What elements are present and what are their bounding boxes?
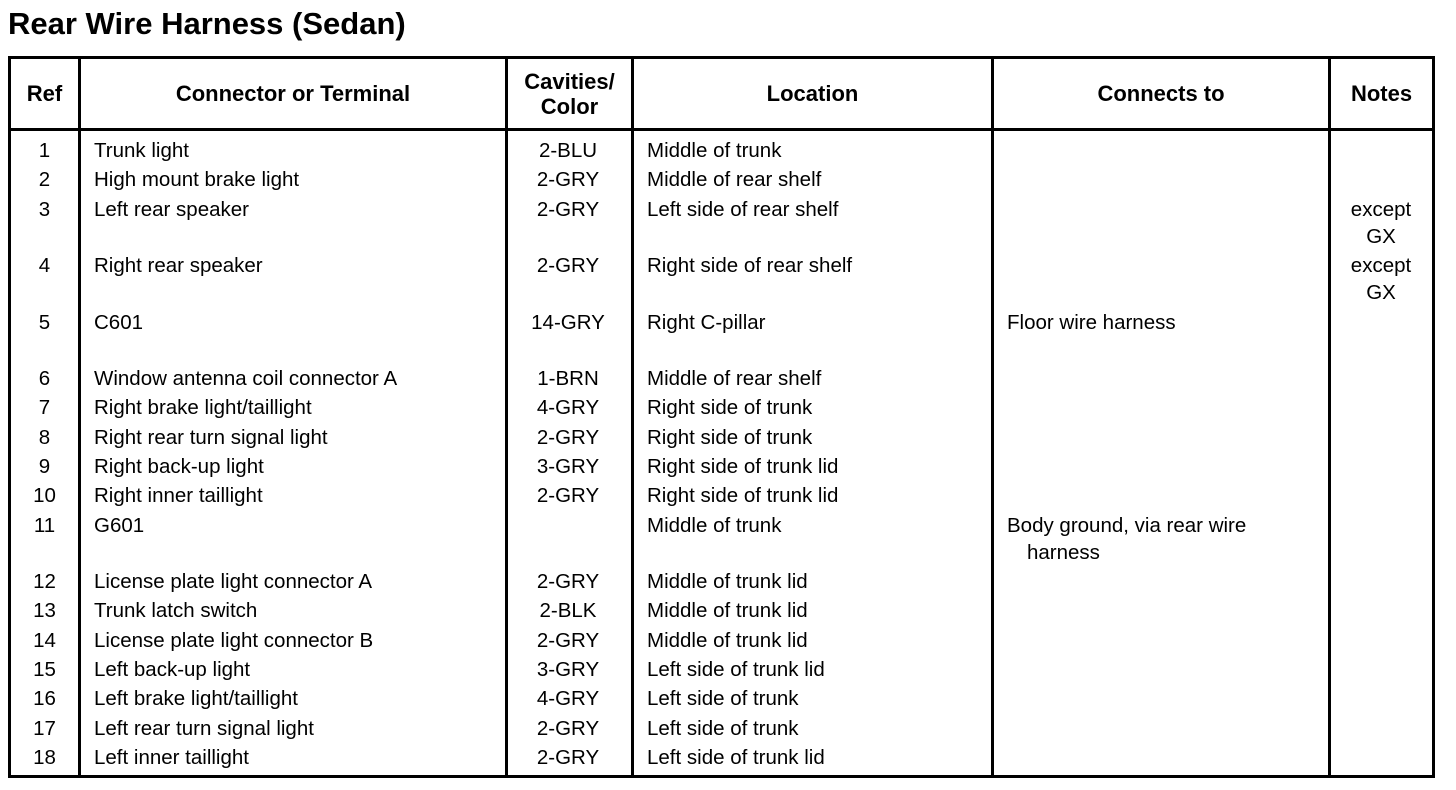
ref-cell: 12 <box>33 570 56 594</box>
table-row <box>11 190 1432 247</box>
cavities-cell: 2-GRY <box>536 425 600 449</box>
table-row <box>11 679 1432 711</box>
connector-cell: Right rear speaker <box>94 254 263 278</box>
cavities-cell: 4-GRY <box>536 687 600 711</box>
connects-to-cell <box>1007 512 1246 566</box>
location-cell: Middle of trunk <box>647 513 782 537</box>
cavities-cell: 2-GRY <box>536 254 600 278</box>
harness-table <box>8 56 1435 778</box>
connector-cell: Trunk latch switch <box>94 599 258 623</box>
column-header-cavities: Cavities/ Color <box>524 68 615 119</box>
column-header-connects-to: Connects to <box>1097 81 1225 106</box>
connector-cell: C601 <box>94 310 144 334</box>
location-cell: Middle of rear shelf <box>647 168 822 192</box>
table-row <box>11 738 1432 767</box>
ref-cell: 2 <box>38 168 51 192</box>
column-header-location: Location <box>766 81 859 106</box>
location-cell: Middle of trunk lid <box>647 570 808 594</box>
page-title: Rear Wire Harness (Sedan) <box>8 6 406 41</box>
cavities-cell: 14-GRY <box>531 310 605 334</box>
location-cell: Right side of trunk <box>647 425 813 449</box>
cavities-cell: 2-GRY <box>536 570 600 594</box>
connector-cell: Trunk light <box>94 139 189 162</box>
location-cell: Right side of trunk lid <box>647 484 839 508</box>
connects-to-cell <box>1007 309 1176 336</box>
ref-cell: 15 <box>33 657 56 681</box>
connector-cell: Right rear turn signal light <box>94 425 328 449</box>
ref-cell: 3 <box>38 197 51 221</box>
ref-cell: 7 <box>38 396 51 420</box>
cavities-cell: 4-GRY <box>536 396 600 420</box>
table-row <box>11 359 1432 391</box>
connector-cell: License plate light connector A <box>94 570 373 594</box>
table-row <box>11 621 1432 650</box>
location-cell: Middle of trunk <box>647 139 782 162</box>
location-cell: Middle of trunk lid <box>647 599 808 623</box>
cavities-cell: 2-GRY <box>536 484 600 508</box>
table-row <box>11 709 1432 738</box>
table-row <box>11 246 1432 303</box>
cavities-cell: 2-BLU <box>538 139 598 162</box>
table-row <box>11 160 1432 192</box>
cavities-cell: 2-GRY <box>536 745 600 769</box>
connector-cell: Left rear speaker <box>94 197 249 221</box>
cavities-cell: 2-GRY <box>536 628 600 652</box>
ref-cell: 6 <box>38 367 51 391</box>
table-row <box>11 418 1432 447</box>
connector-cell: Right back-up light <box>94 454 264 478</box>
connector-cell: High mount brake light <box>94 168 300 192</box>
connector-cell: License plate light connector B <box>94 628 374 652</box>
column-header-connector: Connector or Terminal <box>175 81 411 106</box>
ref-cell: 9 <box>38 454 51 478</box>
ref-cell: 10 <box>33 484 56 508</box>
cavities-cell: 3-GRY <box>536 454 600 478</box>
notes-cell: except GX <box>1350 254 1412 305</box>
table-row <box>11 476 1432 508</box>
ref-cell: 1 <box>38 139 51 162</box>
cavities-cell: 2-GRY <box>536 716 600 740</box>
connects-to-text: Floor wire harness <box>1007 310 1176 334</box>
location-cell: Left side of trunk <box>647 716 799 740</box>
connects-to-continuation: harness <box>1027 540 1100 564</box>
location-cell: Left side of trunk lid <box>647 745 825 769</box>
connector-cell: Left rear turn signal light <box>94 716 314 740</box>
ref-cell: 16 <box>33 687 56 711</box>
location-cell: Left side of rear shelf <box>647 197 839 221</box>
table-row <box>11 562 1432 594</box>
ref-cell: 17 <box>33 716 56 740</box>
table-row <box>11 447 1432 476</box>
location-cell: Right side of trunk <box>647 396 813 420</box>
location-cell: Right side of trunk lid <box>647 454 839 478</box>
ref-cell: 13 <box>33 599 56 623</box>
location-cell: Right side of rear shelf <box>647 254 853 278</box>
location-cell: Left side of trunk <box>647 687 799 711</box>
cavities-cell: 2-BLK <box>539 599 597 623</box>
connector-cell: Right inner taillight <box>94 484 263 508</box>
connects-to-text: Body ground, via rear wire <box>1007 513 1247 537</box>
connector-cell: Right brake light/taillight <box>94 396 312 420</box>
table-row <box>11 650 1432 679</box>
ref-cell: 5 <box>38 310 51 334</box>
ref-cell: 14 <box>33 628 56 652</box>
table-body <box>11 131 1432 767</box>
table-row <box>11 591 1432 623</box>
connector-cell: G601 <box>94 513 145 537</box>
location-cell: Right C-pillar <box>647 310 766 334</box>
connector-cell: Left inner taillight <box>94 745 249 769</box>
table-row <box>11 303 1432 360</box>
cavities-cell: 2-GRY <box>536 197 600 221</box>
cavities-cell: 1-BRN <box>537 367 599 391</box>
connector-cell: Left brake light/taillight <box>94 687 298 711</box>
connector-cell: Window antenna coil connector A <box>94 367 398 391</box>
cavities-cell: 2-GRY <box>536 168 600 192</box>
column-header-notes: Notes <box>1350 81 1413 106</box>
location-cell: Middle of rear shelf <box>647 367 822 391</box>
location-cell: Left side of trunk lid <box>647 657 825 681</box>
connector-cell: Left back-up light <box>94 657 251 681</box>
cavities-cell: 3-GRY <box>536 657 600 681</box>
ref-cell: 8 <box>38 425 51 449</box>
table-row <box>11 506 1432 563</box>
column-header-ref: Ref <box>26 81 63 106</box>
ref-cell: 18 <box>33 745 56 769</box>
ref-cell: 4 <box>38 254 51 278</box>
notes-cell: except GX <box>1350 197 1412 248</box>
table-row <box>11 388 1432 420</box>
table-row <box>11 131 1432 160</box>
ref-cell: 11 <box>33 513 56 537</box>
location-cell: Middle of trunk lid <box>647 628 808 652</box>
